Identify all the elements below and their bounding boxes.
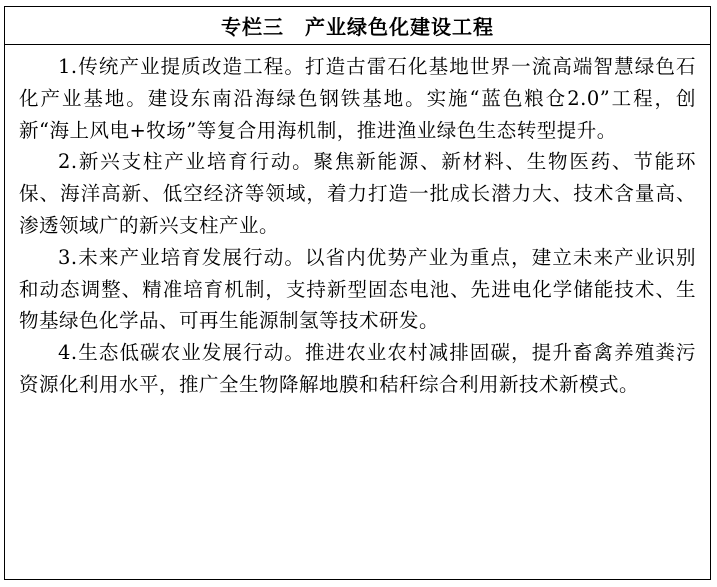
paragraph-traditional-industry: 1.传统产业提质改造工程。打造古雷石化基地世界一流高端智慧绿色石化产业基地。建设东南沿海绿色钢铁基地。实施“蓝色粮仓2.0”工程，创新“海上风电+牧场”等复合用海机制，推进渔业绿色生态转型提升。 [19,55,696,142]
paragraph-emerging-industry: 2.新兴支柱产业培育行动。聚焦新能源、新材料、生物医药、节能环保、海洋高新、低空经济等领域，着力打造一批成长潜力大、技术含量高、渗透领域广的新兴支柱产业。 [19,150,696,237]
paragraph-future-industry: 3.未来产业培育发展行动。以省内优势产业为重点，建立未来产业识别和动态调整、精准培育机制，支持新型固态电池、先进电化学储能技术、生物基绿色化学品、可再生能源制氢等技术研发。 [19,245,696,333]
feature-box-title: 专栏三 产业绿色化建设工程 [221,15,494,39]
feature-box [4,6,711,580]
paragraph-low-carbon-agriculture: 4.生态低碳农业发展行动。推进农业农村减排固碳，提升畜禽养殖粪污资源化利用水平，推广全生物降解地膜和秸秆综合利用新技术新模式。 [19,341,696,396]
feature-box-header [5,7,710,45]
feature-box-body [5,45,710,401]
